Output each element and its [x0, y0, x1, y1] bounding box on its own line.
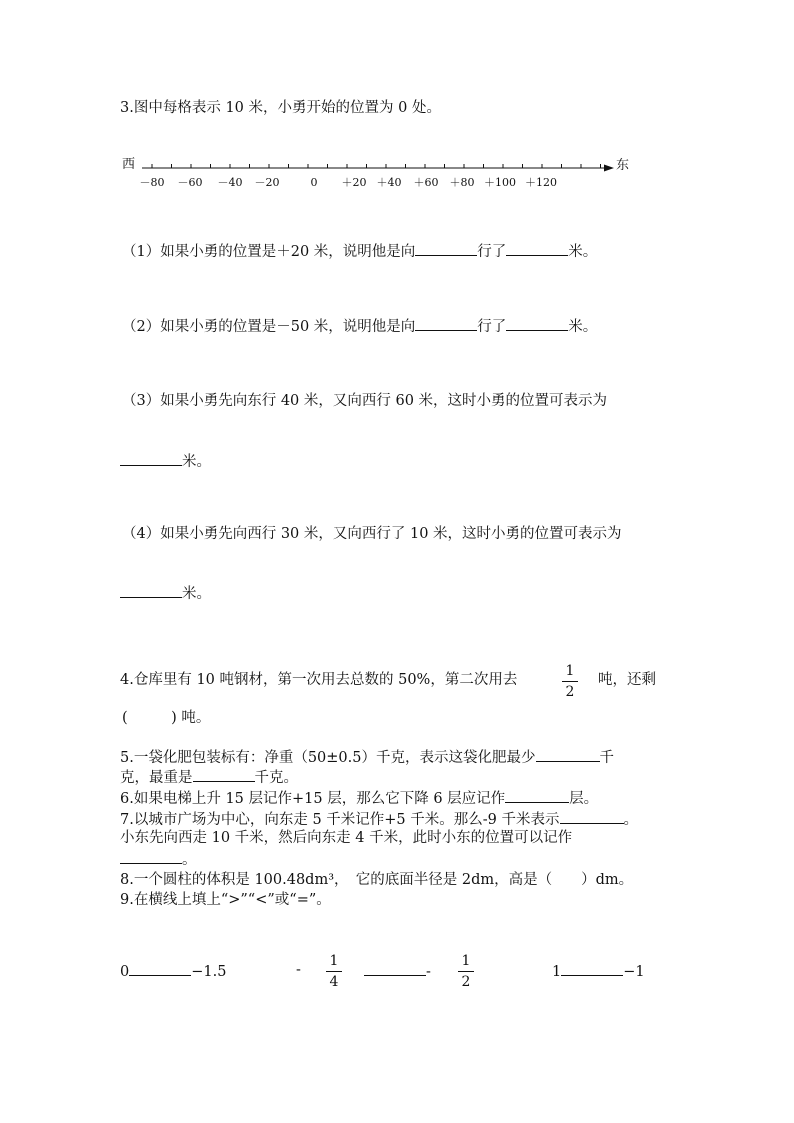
- tick-label: －80: [139, 176, 165, 189]
- q9-compare-1: [120, 961, 226, 981]
- q3-part1-text-b: 行了: [477, 244, 507, 260]
- q3-part4-unit: 米。: [182, 586, 211, 602]
- q5-text-d: 千克。: [254, 770, 298, 786]
- tick-label: 0: [310, 176, 318, 189]
- tick-label: －20: [254, 176, 280, 189]
- q3-part2-text-a: （2）如果小勇的位置是－50 米，说明他是向: [122, 319, 416, 335]
- q9-c3-right: −1: [623, 964, 645, 980]
- q9-c2-frac2-numerator: 1: [461, 953, 471, 969]
- q3-part3-blank[interactable]: [120, 451, 182, 466]
- q3-part2: [122, 316, 597, 336]
- fraction-bar: [326, 971, 342, 972]
- q9-title: 9.在横线上填上“>”“<”或“=”。: [120, 892, 331, 908]
- q7-line1: [120, 809, 638, 829]
- q3-part2-text-b: 行了: [477, 319, 507, 335]
- q3-title: 3.图中每格表示 10 米，小勇开始的位置为 0 处。: [120, 100, 441, 116]
- tick-label: ＋120: [525, 176, 557, 189]
- q9-c2-blank[interactable]: [364, 961, 426, 976]
- q3-part3-answer: [120, 451, 211, 471]
- q9-c2-frac1-denominator: 4: [329, 974, 339, 990]
- q9-c3-blank[interactable]: [561, 961, 623, 976]
- fraction-bar: [458, 971, 474, 972]
- q6-text-b: 层。: [569, 791, 599, 807]
- q3-part1: [122, 241, 597, 261]
- fraction-bar: [562, 681, 578, 682]
- q3-part1-text-a: （1）如果小勇的位置是＋20 米，说明他是向: [122, 244, 416, 260]
- q4-fraction: [562, 663, 578, 700]
- tick-label: ＋100: [484, 176, 516, 189]
- tick-label: ＋20: [341, 176, 367, 189]
- q7-text-b: 。: [623, 812, 638, 828]
- q9-c2-frac2-denominator: 2: [461, 974, 471, 990]
- q7-blank-position[interactable]: [120, 849, 182, 864]
- q3-part3-unit: 米。: [182, 454, 211, 470]
- q8-text: 8.一个圆柱的体积是 100.48dm³， 它的底面半径是 2dm，高是（ ）dm。: [120, 872, 634, 888]
- east-label: 东: [616, 158, 630, 173]
- q3-part2-text-c: 米。: [568, 319, 598, 335]
- q6-line: [120, 788, 598, 808]
- q7-text-a: 7.以城市广场为中心，向东走 5 千米记作+5 千米。那么-9 千米表示: [120, 812, 560, 828]
- q4-answer-paren[interactable]: ( ) 吨。: [122, 710, 211, 726]
- q5-blank-min[interactable]: [536, 747, 600, 762]
- q5-line1: [120, 747, 614, 767]
- q9-c2-mid: [364, 961, 431, 981]
- q5-text-a: 5.一袋化肥包装标有：净重（50±0.5）千克，表示这袋化肥最少: [120, 750, 536, 766]
- q7-text-d: 。: [182, 852, 197, 868]
- q3-part4-blank[interactable]: [120, 583, 182, 598]
- q9-compare-3: [552, 961, 645, 981]
- q5-blank-max[interactable]: [193, 767, 255, 782]
- q5-text-c: 克，最重是: [120, 770, 193, 786]
- q4-text-a: 4.仓库里有 10 吨钢材，第一次用去总数的 50%，第二次用去: [120, 672, 518, 688]
- tick-label: ＋60: [413, 176, 439, 189]
- q7-text-c: 小东先向西走 10 千米，然后向东走 4 千米，此时小东的位置可以记作: [120, 830, 573, 846]
- west-label: 西: [122, 157, 136, 172]
- q3-part4-text: （4）如果小勇先向西行 30 米，又向西行了 10 米，这时小勇的位置可表示为: [122, 526, 622, 542]
- q4-text-b: 吨，还剩: [598, 672, 656, 688]
- q9-c2-fraction-2: [458, 953, 474, 990]
- q5-text-b: 千: [599, 750, 614, 766]
- q5-line2: [120, 767, 298, 787]
- q9-c1-right: −1.5: [191, 964, 227, 980]
- tick-label: －40: [217, 176, 243, 189]
- q9-c2-minus-2: -: [426, 964, 431, 980]
- q3-part2-blank-direction[interactable]: [415, 316, 477, 331]
- q3-part3-text: （3）如果小勇先向东行 40 米，又向西行 60 米，这时小勇的位置可表示为: [122, 393, 608, 409]
- q9-c1-left: 0: [120, 964, 130, 980]
- q3-part4-answer: [120, 583, 211, 603]
- q9-c2-frac1-numerator: 1: [329, 953, 339, 969]
- q3-part1-blank-distance[interactable]: [506, 241, 568, 256]
- q9-c2-minus-1: -: [296, 962, 301, 978]
- tick-label: ＋80: [449, 176, 475, 189]
- tick-label: ＋40: [376, 176, 402, 189]
- q7-line3: [120, 849, 197, 869]
- tick-label: －60: [177, 176, 203, 189]
- q6-blank[interactable]: [505, 788, 569, 803]
- q3-part2-blank-distance[interactable]: [506, 316, 568, 331]
- q4-frac-denominator: 2: [565, 684, 575, 700]
- number-line-arrow: [604, 165, 614, 172]
- q3-part1-text-c: 米。: [568, 244, 598, 260]
- q9-c1-blank[interactable]: [129, 961, 191, 976]
- q7-blank-meaning[interactable]: [560, 809, 624, 824]
- q9-c3-left: 1: [552, 964, 562, 980]
- q4-frac-numerator: 1: [565, 663, 575, 679]
- q3-part1-blank-direction[interactable]: [415, 241, 477, 256]
- number-line-ticks: [152, 164, 601, 168]
- number-line: [0, 0, 794, 200]
- number-line-tick-labels: [140, 176, 558, 189]
- q9-c2-fraction-1: [326, 953, 342, 990]
- q6-text-a: 6.如果电梯上升 15 层记作+15 层，那么它下降 6 层应记作: [120, 791, 506, 807]
